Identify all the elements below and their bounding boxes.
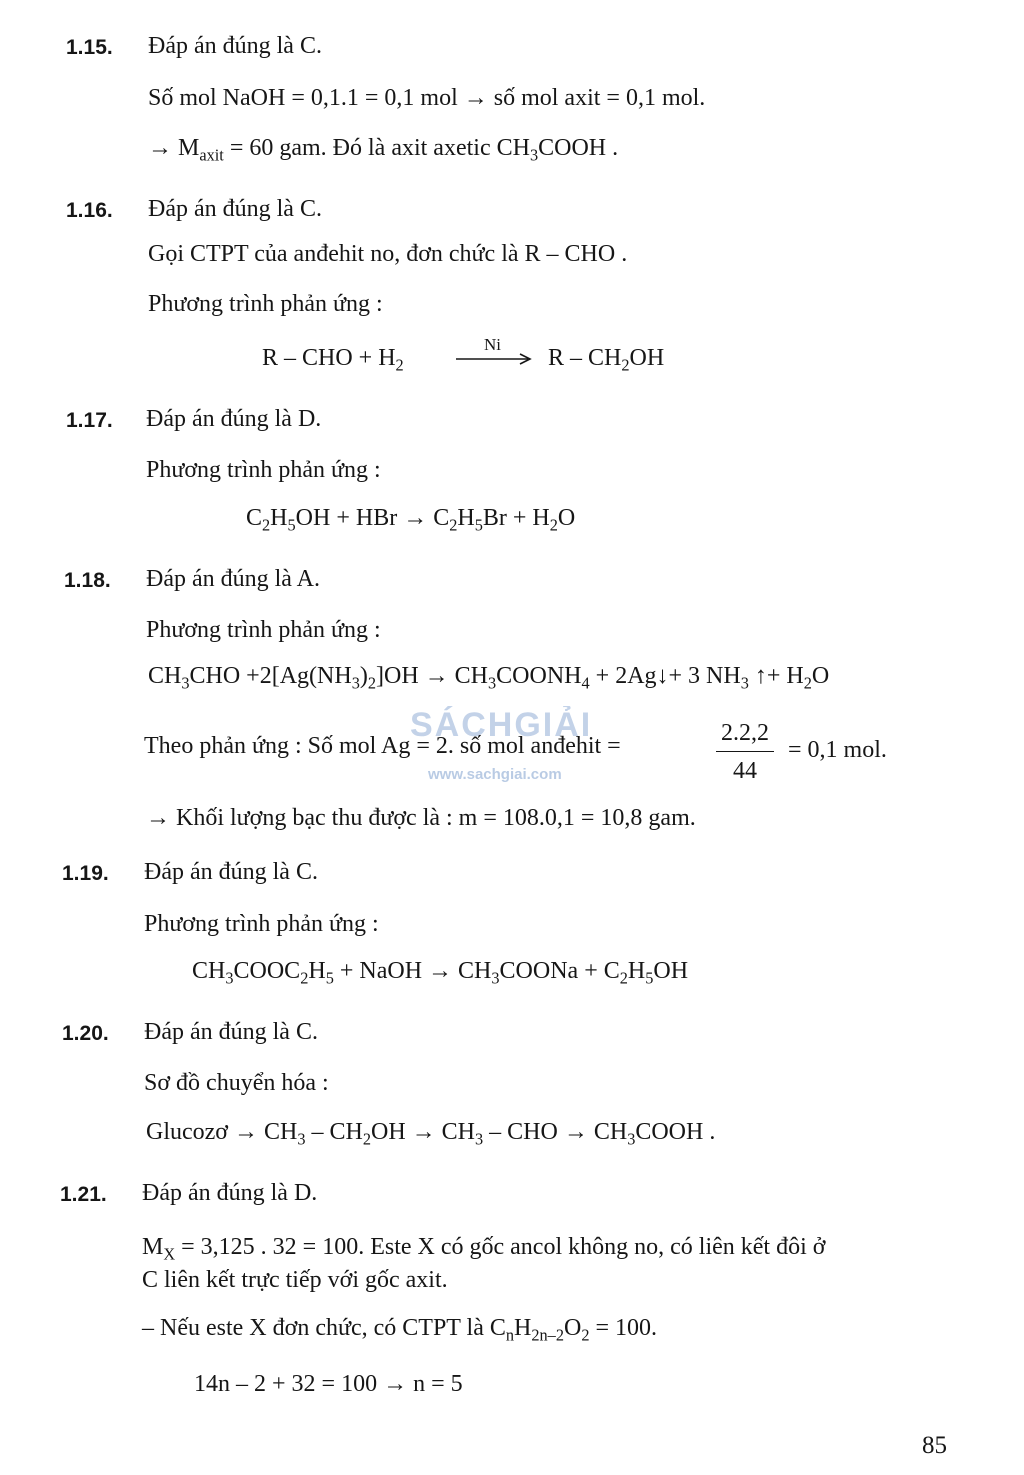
answer-1-19: Đáp án đúng là C. <box>144 859 318 885</box>
text-1-17-line1: Phương trình phản ứng : <box>146 457 381 483</box>
equation-1-16-right: R – $CH_2OH$ <box>548 345 665 375</box>
text-1-15-line1: Số mol NaOH = 0,1.1 = 0,1 mol → số mol axit = 0,1 mol. <box>148 85 706 111</box>
item-number-1-18: 1.18. <box>64 569 111 592</box>
text-1-16-line2: Phương trình phản ứng : <box>148 291 383 317</box>
answer-1-18: Đáp án đúng là A. <box>146 566 320 592</box>
answer-1-21: Đáp án đúng là D. <box>142 1180 318 1206</box>
item-number-1-17: 1.17. <box>66 409 113 432</box>
equation-1-16-left: R – CHO + $H_2$ <box>262 345 404 375</box>
equation-1-20: Glucozơ → $CH_3 - CH_2OH \to CH_3$ – CHO → $CH_3COOH$ . <box>146 1119 716 1149</box>
item-number-1-21: 1.21. <box>60 1183 107 1206</box>
answer-1-20: Đáp án đúng là C. <box>144 1019 318 1045</box>
fraction-1-18 <box>716 720 774 785</box>
text-1-21-line4: 14n – 2 + 32 = 100 → n = 5 <box>194 1371 463 1397</box>
text-1-20-line1: Sơ đồ chuyển hóa : <box>144 1070 329 1096</box>
text-1-16-line1: Gọi CTPT của anđehit no, đơn chức là R – CHO . <box>148 241 628 267</box>
text-1-21-line3: – Nếu este X đơn chức, có CTPT là $C_nH_{2n-2}O_2 = 100$. <box>142 1315 658 1345</box>
text-1-18-line3: → Khối lượng bạc thu được là : m = 108.0,1 = 10,8 gam. <box>146 805 696 831</box>
text-1-18-line1: Phương trình phản ứng : <box>146 617 381 643</box>
item-number-1-19: 1.19. <box>62 862 109 885</box>
fraction-denominator: 44 <box>733 758 757 784</box>
fraction-bar <box>716 751 774 752</box>
text-1-21-line2: C liên kết trực tiếp với gốc axit. <box>142 1267 448 1293</box>
item-number-1-16: 1.16. <box>66 199 113 222</box>
text-1-21-line1: $M_X = 3,125$ . 32 = 100. Este X có gốc ancol không no, có liên kết đôi ở <box>142 1234 826 1264</box>
item-number-1-20: 1.20. <box>62 1022 109 1045</box>
answer-1-15: Đáp án đúng là C. <box>148 33 322 59</box>
answer-1-17: Đáp án đúng là D. <box>146 406 322 432</box>
watermark-logo: SÁCHGIẢI <box>410 706 593 744</box>
equation-1-18: $CH_3CHO +2[Ag(NH_3)_2]OH$ → $CH_3COONH_4$ + 2Ag↓+ 3 $NH_3$ ↑+ $H_2O$ <box>148 663 830 693</box>
item-number-1-15: 1.15. <box>66 36 113 59</box>
text-1-18-theo: Theo phản ứng : Số mol Ag = 2. số mol anđehit = <box>144 733 621 759</box>
text-1-15-line2: → $M_{axit} = 60$ gam. Đó là axit axetic $CH_3COOH$ . <box>148 135 619 165</box>
page-number: 85 <box>922 1432 947 1459</box>
equation-1-19: $CH_3COOC_2H_5$ + NaOH → $CH_3COONa + C_2H_5OH$ <box>192 958 689 988</box>
reaction-arrow-icon <box>456 352 534 366</box>
fraction-numerator: 2.2,2 <box>721 720 769 746</box>
text-1-18-theo-end: = 0,1 mol. <box>788 737 887 763</box>
watermark-url: www.sachgiai.com <box>428 766 562 783</box>
text-1-19-line1: Phương trình phản ứng : <box>144 911 379 937</box>
catalyst-label: Ni <box>484 335 501 354</box>
answer-1-16: Đáp án đúng là C. <box>148 196 322 222</box>
equation-1-17: $C_2H_5OH$ + HBr → $C_2H_5Br + H_2O$ <box>246 505 576 535</box>
